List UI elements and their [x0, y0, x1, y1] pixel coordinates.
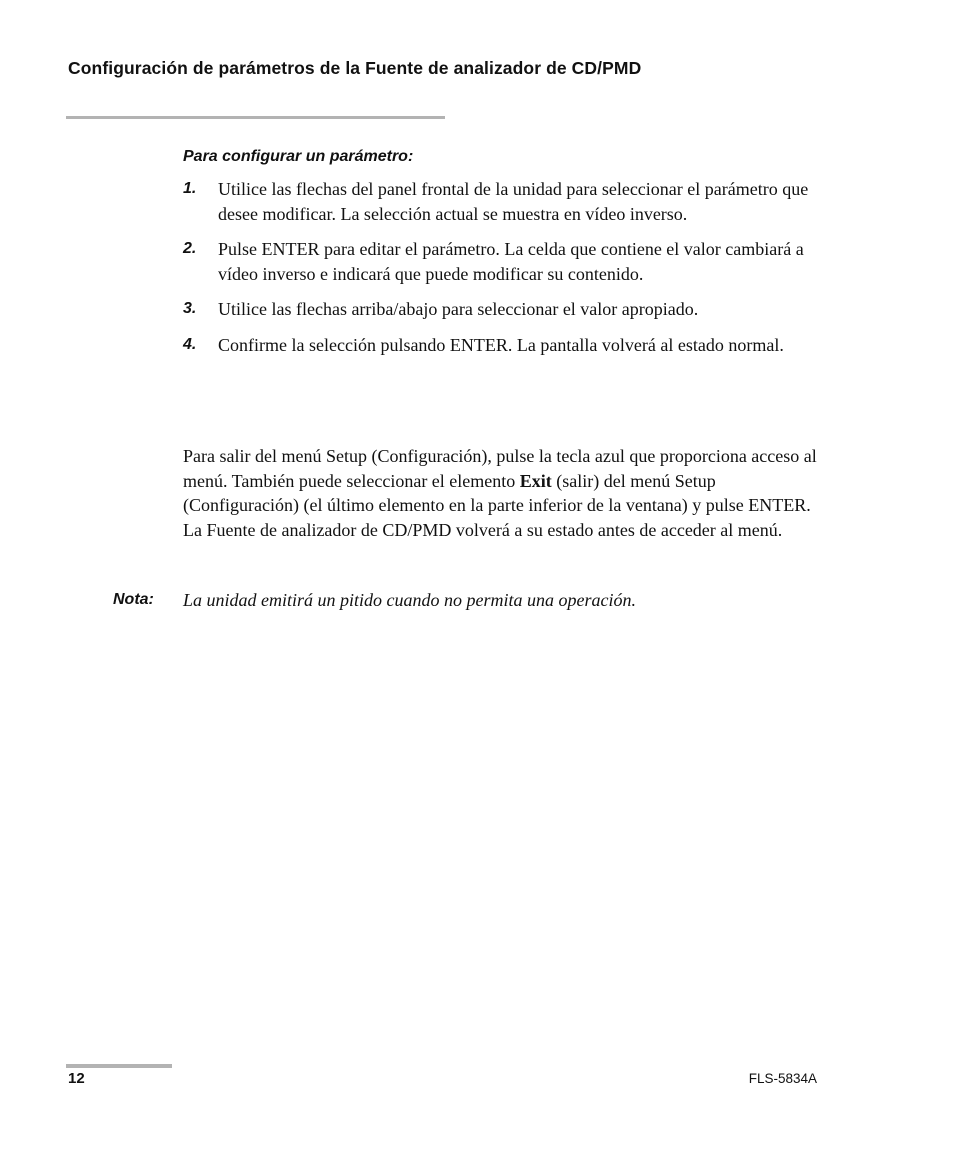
page-header-title: Configuración de parámetros de la Fuente de analizador de CD/PMD: [68, 58, 642, 78]
exit-text-before: Para salir del menú Setup (Configuración), pulse la tecla azul que proporciona acceso al menú. También puede seleccionar el elemento: [183, 446, 817, 491]
step-text: Utilice las flechas del panel frontal de la unidad para seleccionar el parámetro que desee modificar. La selección actual se muestra en vídeo inverso.: [218, 179, 809, 224]
procedure-heading: Para configurar un parámetro:: [183, 148, 414, 165]
exit-term: Exit: [519, 470, 552, 491]
document-code: FLS-5834A: [748, 1071, 817, 1086]
note-label: Nota:: [113, 591, 154, 608]
step-text: Utilice las flechas arriba/abajo para seleccionar el valor apropiado.: [218, 299, 699, 319]
exit-text-after: (salir) del menú Setup (Configuración) (el último elemento en la parte inferior de la ventana) y pulse ENTER. La Fuente de analizador de CD/PMD volverá a su estado antes de acceder al menú.: [183, 470, 811, 540]
note-text: La unidad emitirá un pitido cuando no permita una operación.: [183, 590, 636, 610]
step-text: Confirme la selección pulsando ENTER. La pantalla volverá al estado normal.: [218, 334, 784, 355]
step-text: Pulse ENTER para editar el parámetro. La celda que contiene el valor cambiará a vídeo inverso e indicará que puede modificar su contenido.: [218, 239, 804, 284]
procedure-step-3: [183, 297, 823, 322]
footer-divider: [66, 1064, 172, 1068]
procedure-step-4: [183, 333, 823, 358]
procedure-step-1: [183, 177, 823, 226]
exit-instructions-paragraph: [183, 444, 823, 542]
step-number: 3.: [183, 300, 197, 317]
page-number: 12: [68, 1070, 85, 1087]
step-number: 4.: [183, 335, 197, 353]
step-number: 2.: [183, 240, 197, 257]
procedure-steps: [183, 177, 823, 368]
step-number: 1.: [183, 180, 197, 197]
procedure-step-2: [183, 237, 823, 286]
header-divider: [66, 116, 445, 119]
